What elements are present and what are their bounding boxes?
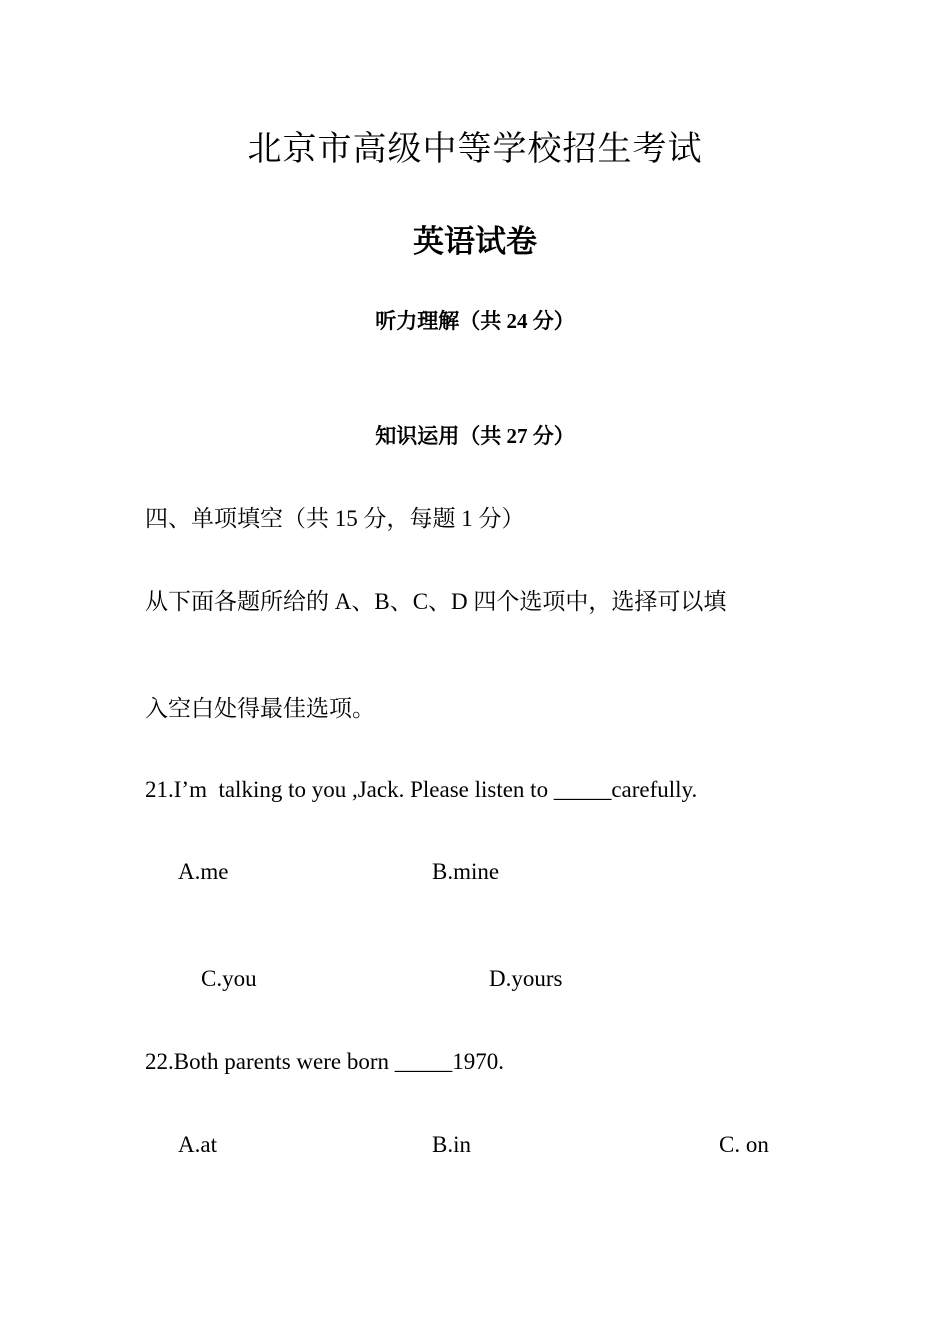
- part-four-heading: 四、单项填空（共 15 分，每题 1 分）: [145, 506, 525, 531]
- question-21-option-b: B.mine: [432, 859, 500, 884]
- section-heading-listening: 听力理解（共 24 分）: [375, 309, 575, 333]
- question-22-option-a: A.at: [178, 1132, 217, 1157]
- part-four-instruction-line2: 入空白处得最佳选项。: [145, 696, 375, 721]
- question-22-option-c: C. on: [719, 1132, 769, 1157]
- question-22-stem: 22.Both parents were born _____1970.: [145, 1049, 504, 1074]
- exam-title: 北京市高级中等学校招生考试: [247, 131, 703, 168]
- section-heading-knowledge: 知识运用（共 27 分）: [375, 424, 575, 448]
- question-21-stem: 21.I’m talking to you ,Jack. Please listen to _____carefully.: [145, 777, 698, 802]
- question-22-option-b: B.in: [432, 1132, 471, 1157]
- part-four-instruction-line1: 从下面各题所给的 A、B、C、D 四个选项中，选择可以填: [145, 589, 727, 614]
- question-21-option-c: C.you: [201, 966, 257, 991]
- exam-subtitle: 英语试卷: [413, 224, 537, 259]
- question-21-option-d: D.yours: [489, 966, 563, 991]
- question-21-option-a: A.me: [178, 859, 229, 884]
